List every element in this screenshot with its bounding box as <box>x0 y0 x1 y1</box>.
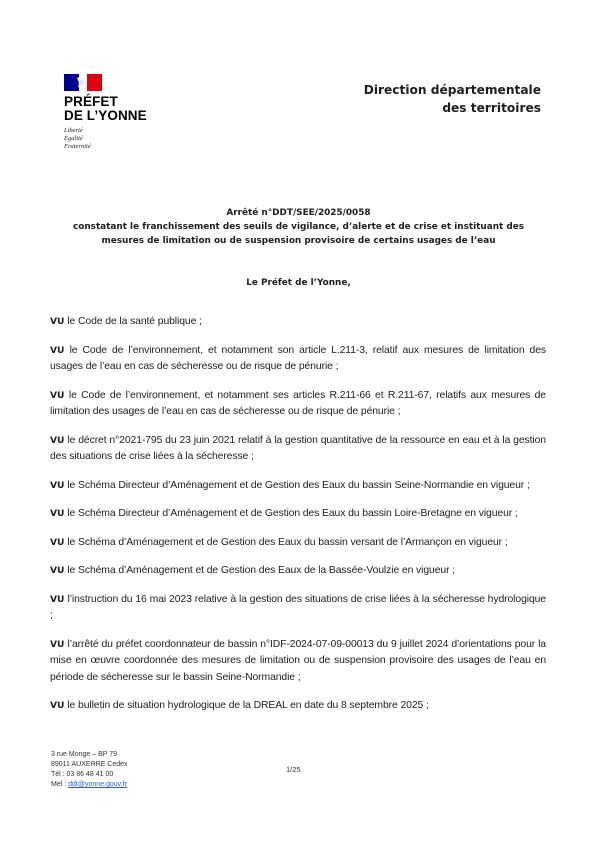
visa-text: le Code de la santé publique ; <box>67 316 202 327</box>
arrete-heading <box>52 206 545 248</box>
visa-item <box>50 698 546 715</box>
mail-link[interactable]: ddt@yonne.gouv.fr <box>68 781 127 788</box>
address-street: 3 rue Monge – BP 79 <box>51 751 118 758</box>
visa-label: VU <box>50 701 65 711</box>
visa-label: VU <box>50 639 65 650</box>
logo-title <box>64 95 147 123</box>
visa-item <box>50 637 546 687</box>
visa-text: le Code de l’environnement, et notamment son article L.211-3, relatif aux mesures de limitation des usages de l’eau en cas de sécheresse ou de risque de pénurie ; <box>50 344 546 372</box>
visa-text: le Schéma d’Aménagement et de Gestion des Eaux de la Bassée-Voulzie en vigueur ; <box>67 565 456 576</box>
visa-text: le Schéma d’Aménagement et de Gestion des Eaux du bassin versant de l’Armançon en vigueur ; <box>67 536 508 548</box>
visa-label: VU <box>50 317 65 327</box>
motto-liberte: Liberté <box>64 127 83 134</box>
visa-text: le décret n°2021-795 du 23 juin 2021 relatif à la gestion quantitative de la ressource en eau et à la gestion des situations de crise liées à la sécheresse ; <box>50 434 546 462</box>
page-number: 1/25 <box>286 765 301 774</box>
direction-line1: Direction départementale <box>363 83 541 97</box>
visa-item <box>50 506 546 523</box>
prefecture-logo <box>64 74 147 151</box>
visa-item <box>50 343 546 376</box>
visa-text: le Code de l’environnement, et notamment ses articles R.211-66 et R.211-67, relatifs aux mesures de limitation des usages de l’eau en cas de sécheresse ou de risque de pénurie ; <box>50 389 546 417</box>
visa-text: l’arrêté du préfet coordonnateur de bassin n°IDF-2024-07-09-00013 du 9 juillet 2024 d’orientations pour la mise en œuvre coordonnée des mesures de limitation ou de suspension provisoire des usages de l’eau en période de sécheresse sur le bassin Seine-Normandie ; <box>50 638 546 683</box>
visa-item <box>50 478 546 495</box>
footer-address <box>51 750 128 790</box>
marianne-flag-icon <box>64 74 102 91</box>
visa-label: VU <box>50 435 65 446</box>
visa-label: VU <box>50 537 65 548</box>
motto-egalite: Égalité <box>64 135 83 142</box>
address-city: 89011 AUXERRE Cedex <box>51 761 128 768</box>
mail-row <box>51 780 128 790</box>
motto-fraternite: Fraternité <box>64 143 91 150</box>
visa-label: VU <box>50 566 65 576</box>
visa-label: VU <box>50 390 65 401</box>
visa-label: VU <box>50 594 65 605</box>
logo-title-line2: DE L’YONNE <box>64 108 147 123</box>
visa-text: l’instruction du 16 mai 2023 relative à la gestion des situations de crise liées à la sécheresse hydrologique ; <box>50 593 546 621</box>
visa-item <box>50 388 546 421</box>
visa-label: VU <box>50 345 65 356</box>
issuing-direction <box>364 81 541 117</box>
visa-item <box>50 563 546 580</box>
arrete-number: Arrêté n°DDT/SEE/2025/0058 <box>226 208 371 218</box>
logo-title-line1: PRÉFET <box>64 94 118 109</box>
visa-item <box>50 535 546 552</box>
visa-text: le Schéma Directeur d’Aménagement et de Gestion des Eaux du bassin Loire-Bretagne en vigueur ; <box>67 508 518 519</box>
arrete-subject-line1: constatant le franchissement des seuils de vigilance, d’alerte et de crise et instituant des <box>72 222 524 232</box>
arrete-subject-line2: mesures de limitation ou de suspension provisoire de certains usages de l’eau <box>101 236 496 246</box>
direction-line2: des territoires <box>442 101 541 115</box>
visa-item <box>50 433 546 466</box>
visa-label: VU <box>50 480 65 491</box>
visa-item <box>50 314 546 331</box>
visa-label: VU <box>50 509 65 519</box>
mail-label: Mel : <box>51 781 69 788</box>
republic-motto <box>64 127 147 151</box>
visas-list <box>50 314 546 727</box>
prefet-heading: Le Préfet de l’Yonne, <box>246 278 351 288</box>
phone-number: Tél : 03 86 48 41 00 <box>51 771 114 778</box>
visa-text: le Schéma Directeur d’Aménagement et de Gestion des Eaux du bassin Seine-Normandie en vigueur ; <box>67 479 530 491</box>
visa-text: le bulletin de situation hydrologique de la DREAL en date du 8 septembre 2025 ; <box>67 700 429 711</box>
visa-item <box>50 592 546 625</box>
